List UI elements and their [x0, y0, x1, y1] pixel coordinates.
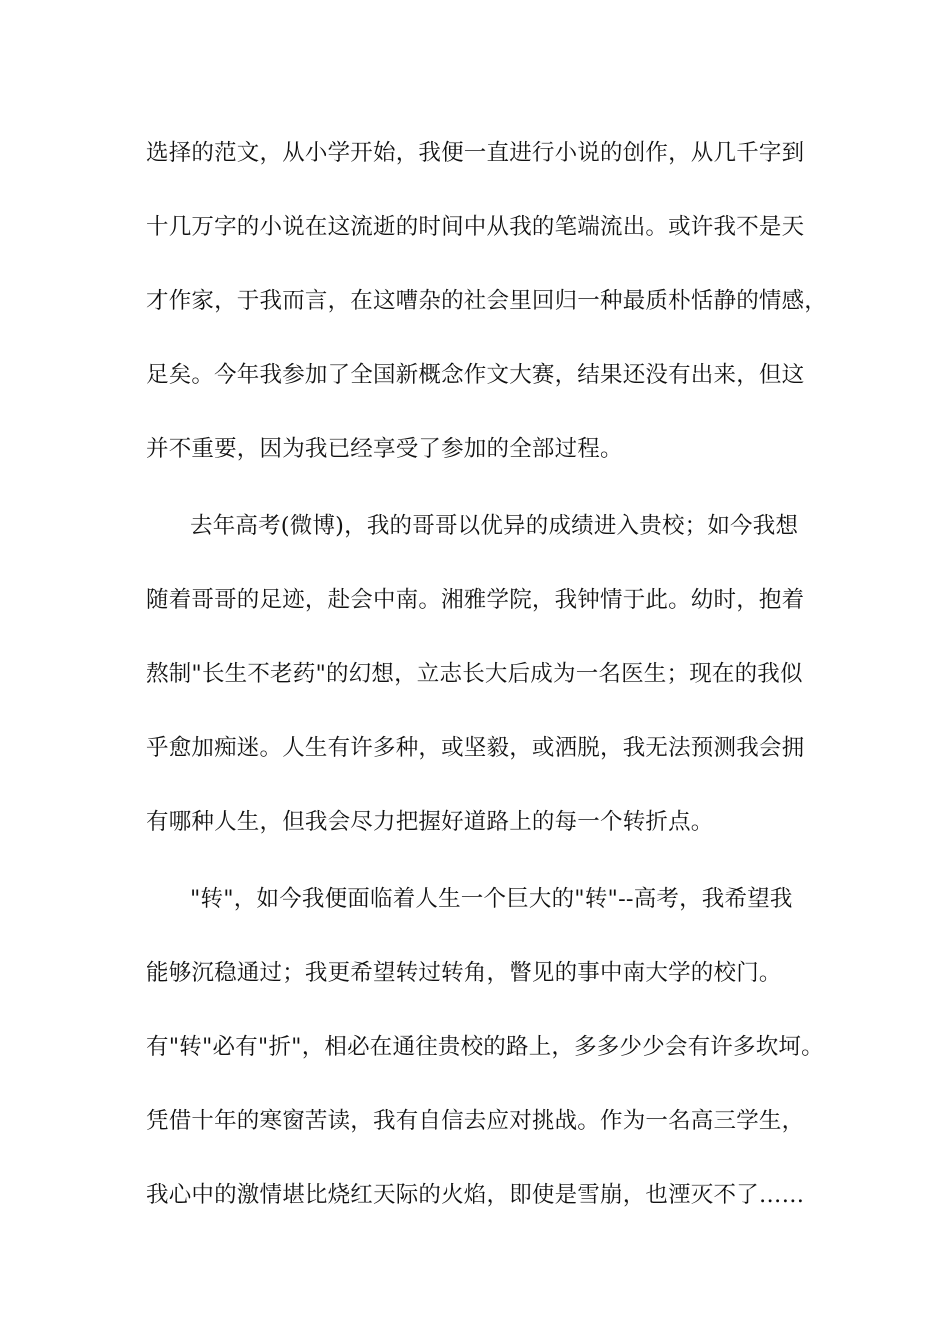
- paragraph-3-line-5: 我心中的激情堪比烧红天际的火焰，即使是雪崩，也湮灭不了……: [146, 1182, 805, 1208]
- paragraph-1-line-5: 并不重要，因为我已经享受了参加的全部过程。: [146, 436, 623, 462]
- paragraph-3-line-2: 能够沉稳通过；我更希望转过转角，瞥见的事中南大学的校门。: [146, 960, 782, 986]
- paragraph-3-line-3: 有"转"必有"折"，相必在通往贵校的路上，多多少少会有许多坎坷。: [146, 1034, 824, 1060]
- paragraph-2-line-5: 有哪种人生，但我会尽力把握好道路上的每一个转折点。: [146, 809, 714, 835]
- paragraph-2-line-2: 随着哥哥的足迹，赴会中南。湘雅学院，我钟情于此。幼时，抱着: [146, 587, 805, 613]
- paragraph-2-line-1: 去年高考(微博)，我的哥哥以优异的成绩进入贵校；如今我想: [190, 513, 799, 539]
- paragraph-3-line-4: 凭借十年的寒窗苦读，我有自信去应对挑战。作为一名高三学生，: [146, 1108, 805, 1134]
- paragraph-3-line-1: "转"，如今我便面临着人生一个巨大的"转"--高考，我希望我: [190, 886, 793, 912]
- paragraph-2-line-4: 乎愈加痴迷。人生有许多种，或坚毅，或洒脱，我无法预测我会拥: [146, 735, 805, 761]
- paragraph-1-line-1: 选择的范文，从小学开始，我便一直进行小说的创作，从几千字到: [146, 140, 805, 166]
- paragraph-2-line-3: 熬制"长生不老药"的幻想，立志长大后成为一名医生；现在的我似: [146, 661, 803, 687]
- paragraph-1-line-2: 十几万字的小说在这流逝的时间中从我的笔端流出。或许我不是天: [146, 214, 805, 240]
- paragraph-1-line-3: 才作家，于我而言，在这嘈杂的社会里回归一种最质朴恬静的情感，: [146, 288, 828, 314]
- paragraph-1-line-4: 足矣。今年我参加了全国新概念作文大赛，结果还没有出来，但这: [146, 362, 805, 388]
